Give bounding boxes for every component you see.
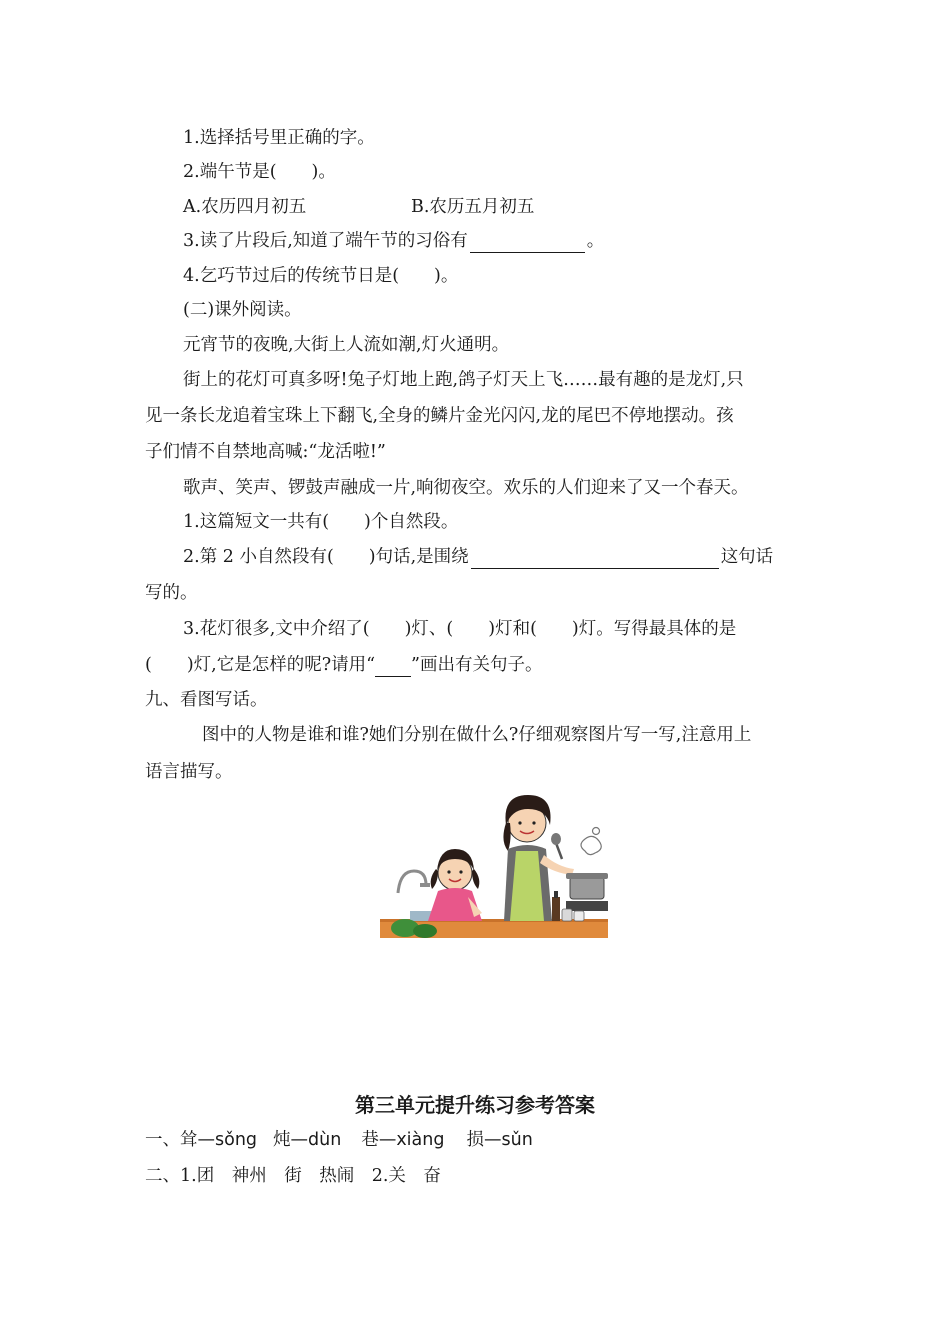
passage-paragraph-3: 歌声、笑声、锣鼓声融成一片,响彻夜空。欢乐的人们迎来了又一个春天。 [183, 478, 749, 498]
reading-question-3-text: ( )灯,它是怎样的呢?请用“ [145, 655, 376, 675]
section-9-prompt-line-1: 图中的人物是谁和谁?她们分别在做什么?仔细观察图片写一写,注意用上 [202, 725, 752, 745]
section-9-prompt-line-2: 语言描写。 [145, 762, 233, 782]
underline-sample [375, 658, 411, 677]
pinyin-item: 巷—xiàng [361, 1130, 445, 1150]
answer-blank [470, 232, 585, 253]
option-a: A.农历四月初五 [183, 197, 307, 217]
passage-paragraph-2-line-2: 见一条长龙追着宝珠上下翻飞,全身的鳞片金光闪闪,龙的尾巴不停地摆动。孩 [145, 406, 734, 426]
option-b: B.农历五月初五 [411, 197, 535, 217]
question-4: 4.乞巧节过后的传统节日是( )。 [183, 266, 459, 286]
pinyin-item: 损—sǔn [466, 1130, 533, 1150]
reading-question-3-line-1: 3.花灯很多,文中介绍了( )灯、( )灯和( )灯。写得最具体的是 [183, 619, 737, 639]
reading-question-2-line-2: 写的。 [145, 583, 198, 603]
question-3-end: 。 [586, 231, 605, 251]
reading-question-3-line-2 [145, 653, 810, 677]
answer-2-label: 二、 [145, 1166, 180, 1186]
passage-paragraph-2-line-3: 子们情不自禁地高喊:“龙活啦!” [145, 442, 386, 462]
question-2: 2.端午节是( )。 [183, 162, 336, 182]
answer-2 [145, 1164, 810, 1188]
reading-question-2-text: 2.第 2 小自然段有( )句话,是围绕 [183, 547, 469, 567]
answer-key-title: 第三单元提升练习参考答案 [355, 1093, 595, 1117]
reading-question-1: 1.这篇短文一共有( )个自然段。 [183, 512, 459, 532]
answer-1-label: 一、 [145, 1130, 180, 1150]
passage-paragraph-2-line-1: 街上的花灯可真多呀!兔子灯地上跑,鸽子灯天上飞……最有趣的是龙灯,只 [183, 370, 744, 390]
question-3-text: 3.读了片段后,知道了端午节的习俗有 [183, 231, 468, 251]
answer-blank [471, 548, 719, 569]
reading-question-2-end: 这句话 [720, 547, 774, 567]
question-2-options [183, 195, 810, 219]
pinyin-item: 耸—sǒng [180, 1130, 258, 1150]
passage-paragraph-1: 元宵节的夜晚,大街上人流如潮,灯火通明。 [183, 335, 510, 355]
reading-question-2 [183, 545, 810, 569]
cooking-illustration [380, 793, 608, 938]
reading-question-3-end: ”画出有关句子。 [411, 655, 543, 675]
question-1: 1.选择括号里正确的字。 [183, 128, 375, 148]
pinyin-item: 炖—dùn [273, 1130, 342, 1150]
section-9-heading: 九、看图写话。 [145, 690, 268, 710]
reading-heading: (二)课外阅读。 [183, 300, 302, 320]
answer-1 [145, 1128, 810, 1152]
question-3 [183, 229, 810, 253]
answer-2-text: 1.团 神州 街 热闹 2.关 奋 [180, 1166, 441, 1186]
